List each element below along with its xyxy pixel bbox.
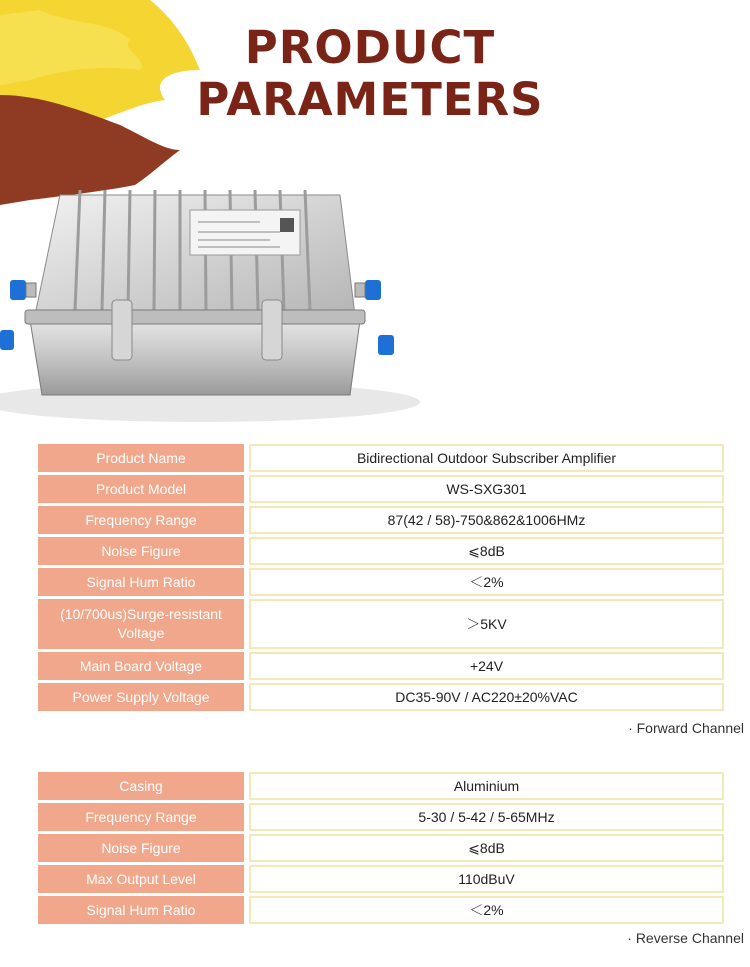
title-line-1: PRODUCT: [244, 21, 496, 74]
param-value: ⩽8dB: [249, 537, 724, 565]
param-value: 110dBuV: [249, 865, 724, 893]
param-label: Main Board Voltage: [38, 652, 244, 680]
param-label: Signal Hum Ratio: [38, 568, 244, 596]
reverse-channel-table: [38, 772, 724, 927]
table-row: [38, 475, 724, 503]
table-row: [38, 683, 724, 711]
param-label: Max Output Level: [38, 865, 244, 893]
param-value: ＜2%: [249, 568, 724, 596]
param-value: WS-SXG301: [249, 475, 724, 503]
param-label: Product Name: [38, 444, 244, 472]
table-row: [38, 444, 724, 472]
table-row: [38, 772, 724, 800]
table-row: [38, 537, 724, 565]
param-value: Bidirectional Outdoor Subscriber Amplifier: [249, 444, 724, 472]
reverse-channel-note: · Reverse Channel: [627, 930, 744, 946]
param-label: Casing: [38, 772, 244, 800]
param-value: 87(42 / 58)-750&862&1006HMz: [249, 506, 724, 534]
table-row: [38, 896, 724, 924]
param-value: ＜2%: [249, 896, 724, 924]
title-line-2: PARAMETERS: [196, 73, 544, 126]
param-label: Noise Figure: [38, 834, 244, 862]
param-label: Frequency Range: [38, 506, 244, 534]
param-label: (10/700us)Surge-resistant Voltage: [38, 599, 244, 649]
table-row: [38, 506, 724, 534]
table-row: [38, 865, 724, 893]
table-row: [38, 652, 724, 680]
param-label: Frequency Range: [38, 803, 244, 831]
table-row: [38, 803, 724, 831]
param-label: Signal Hum Ratio: [38, 896, 244, 924]
param-value: Aluminium: [249, 772, 724, 800]
forward-channel-note: · Forward Channel: [628, 720, 744, 736]
param-label: Product Model: [38, 475, 244, 503]
table-row: [38, 599, 724, 649]
param-value: ＞5KV: [249, 599, 724, 649]
param-value: ⩽8dB: [249, 834, 724, 862]
param-label: Power Supply Voltage: [38, 683, 244, 711]
page-title: [190, 22, 550, 126]
param-value: 5-30 / 5-42 / 5-65MHz: [249, 803, 724, 831]
forward-channel-table: [38, 444, 724, 714]
param-value: DC35-90V / AC220±20%VAC: [249, 683, 724, 711]
table-row: [38, 834, 724, 862]
table-row: [38, 568, 724, 596]
param-value: +24V: [249, 652, 724, 680]
amplifier-product-image: [0, 180, 420, 430]
param-label: Noise Figure: [38, 537, 244, 565]
